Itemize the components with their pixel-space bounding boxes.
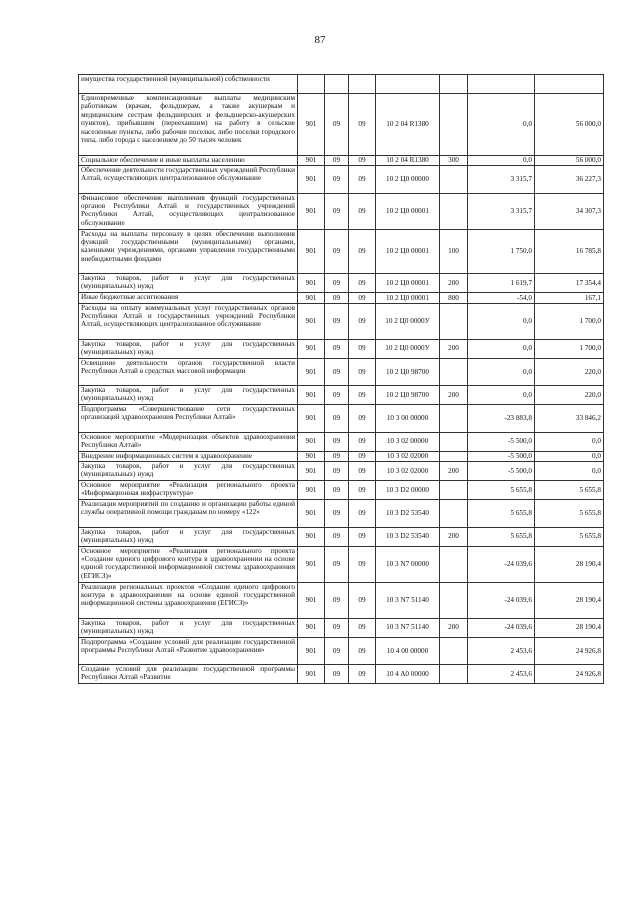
target-article-code: 10 2 Ц0 00001 bbox=[376, 274, 440, 293]
subsection-code: 09 bbox=[349, 358, 376, 386]
row-name: Финансовое обеспечение выполнения функций государственных органов Республики Алтай и государственных учреждений Республики Алтай, осуществляющих централизованное обслуживание bbox=[79, 193, 298, 229]
table-row bbox=[79, 500, 604, 528]
row-name: Иные бюджетные ассигнования bbox=[79, 293, 298, 304]
expense-type-code: 200 bbox=[440, 462, 468, 481]
row-name: Социальное обеспечение и иные выплаты населению bbox=[79, 155, 298, 166]
expense-type-code bbox=[440, 665, 468, 684]
section-code: 09 bbox=[325, 386, 349, 405]
row-name: Единовременные компенсационные выплаты медицинским работникам (врачам, фельдшерам, а также акушеркам и медицинским сестрам фельдшерских и фельдшерско-акушерских пунктов), прибывшим (переехавшим) на работу в сельские населенные пункты, либо рабочие поселки, либо поселки городского типа, либо города с населением до 50 тысяч человек bbox=[79, 94, 298, 156]
row-name: Реализация мероприятий по созданию и организации работы единой службы оперативной помощи гражданам по номеру «122» bbox=[79, 500, 298, 528]
subsection-code: 09 bbox=[349, 481, 376, 500]
table-row bbox=[79, 339, 604, 358]
section-code: 09 bbox=[325, 303, 349, 339]
subsection-code: 09 bbox=[349, 339, 376, 358]
target-article-code: 10 4 A0 00000 bbox=[376, 665, 440, 684]
admin-code: 901 bbox=[298, 546, 325, 582]
change-amount bbox=[468, 75, 535, 94]
table-row bbox=[79, 405, 604, 433]
section-code: 09 bbox=[325, 637, 349, 665]
total-amount: 1 700,0 bbox=[535, 303, 604, 339]
total-amount: 5 655,8 bbox=[535, 527, 604, 546]
subsection-code: 09 bbox=[349, 618, 376, 637]
row-name: Основное мероприятие «Реализация регионального проекта «Информационная инфраструктура» bbox=[79, 481, 298, 500]
target-article-code: 10 3 N7 51140 bbox=[376, 582, 440, 618]
target-article-code: 10 3 N7 00000 bbox=[376, 546, 440, 582]
total-amount: 34 307,3 bbox=[535, 193, 604, 229]
change-amount: 5 655,8 bbox=[468, 500, 535, 528]
table-row bbox=[79, 293, 604, 304]
change-amount: 0,0 bbox=[468, 358, 535, 386]
expense-type-code bbox=[440, 582, 468, 618]
table-row bbox=[79, 481, 604, 500]
total-amount: 28 190,4 bbox=[535, 546, 604, 582]
total-amount: 0,0 bbox=[535, 451, 604, 462]
table-row bbox=[79, 432, 604, 451]
admin-code: 901 bbox=[298, 386, 325, 405]
change-amount: -5 500,0 bbox=[468, 451, 535, 462]
admin-code: 901 bbox=[298, 481, 325, 500]
total-amount: 0,0 bbox=[535, 432, 604, 451]
total-amount: 24 926,8 bbox=[535, 637, 604, 665]
change-amount: -23 883,8 bbox=[468, 405, 535, 433]
admin-code: 901 bbox=[298, 405, 325, 433]
total-amount: 36 227,3 bbox=[535, 166, 604, 194]
table-row bbox=[79, 274, 604, 293]
admin-code: 901 bbox=[298, 432, 325, 451]
change-amount: 5 655,8 bbox=[468, 481, 535, 500]
admin-code: 901 bbox=[298, 339, 325, 358]
row-name: Обеспечение деятельности государственных учреждений Республики Алтай, осуществляющих централизованное обслуживание bbox=[79, 166, 298, 194]
subsection-code: 09 bbox=[349, 229, 376, 274]
admin-code: 901 bbox=[298, 451, 325, 462]
expense-type-code bbox=[440, 166, 468, 194]
total-amount: 5 655,8 bbox=[535, 481, 604, 500]
row-name: Закупка товаров, работ и услуг для государственных (муниципальных) нужд bbox=[79, 339, 298, 358]
admin-code: 901 bbox=[298, 618, 325, 637]
section-code: 09 bbox=[325, 432, 349, 451]
section-code bbox=[325, 75, 349, 94]
change-amount: 3 315,7 bbox=[468, 193, 535, 229]
target-article-code: 10 2 Ц0 00001 bbox=[376, 193, 440, 229]
total-amount: 24 926,8 bbox=[535, 665, 604, 684]
table-row bbox=[79, 75, 604, 94]
subsection-code: 09 bbox=[349, 432, 376, 451]
admin-code: 901 bbox=[298, 293, 325, 304]
admin-code: 901 bbox=[298, 303, 325, 339]
total-amount: 167,1 bbox=[535, 293, 604, 304]
admin-code: 901 bbox=[298, 637, 325, 665]
change-amount: 3 315,7 bbox=[468, 166, 535, 194]
row-name: Закупка товаров, работ и услуг для государственных (муниципальных) нужд bbox=[79, 386, 298, 405]
row-name: Основное мероприятие «Реализация регионального проекта «Создание единого цифрового контура в здравоохранении на основе единой государственной информационной системы здравоохранения (ЕГИСЗ)» bbox=[79, 546, 298, 582]
change-amount: 0,0 bbox=[468, 303, 535, 339]
change-amount: 1 619,7 bbox=[468, 274, 535, 293]
target-article-code: 10 2 04 R1380 bbox=[376, 155, 440, 166]
change-amount: 1 750,0 bbox=[468, 229, 535, 274]
change-amount: 0,0 bbox=[468, 339, 535, 358]
section-code: 09 bbox=[325, 546, 349, 582]
target-article-code: 10 3 N7 51140 bbox=[376, 618, 440, 637]
subsection-code: 09 bbox=[349, 582, 376, 618]
target-article-code: 10 3 02 00000 bbox=[376, 432, 440, 451]
subsection-code: 09 bbox=[349, 94, 376, 156]
subsection-code: 09 bbox=[349, 637, 376, 665]
change-amount: -5 500,0 bbox=[468, 432, 535, 451]
section-code: 09 bbox=[325, 339, 349, 358]
admin-code: 901 bbox=[298, 229, 325, 274]
section-code: 09 bbox=[325, 193, 349, 229]
target-article-code bbox=[376, 75, 440, 94]
subsection-code: 09 bbox=[349, 405, 376, 433]
change-amount: -54,0 bbox=[468, 293, 535, 304]
admin-code: 901 bbox=[298, 94, 325, 156]
expense-type-code bbox=[440, 432, 468, 451]
admin-code: 901 bbox=[298, 166, 325, 194]
row-name: Реализация региональных проектов «Создание единого цифрового контура в здравоохранении на основе единой государственной информационной системы здравоохранения (ЕГИСЗ)» bbox=[79, 582, 298, 618]
row-name: Расходы на выплаты персоналу в целях обеспечения выполнения функций государственными (муниципальными) органами, казенными учреждениями, органами управления государственными внебюджетными фондами bbox=[79, 229, 298, 274]
change-amount: -5 500,0 bbox=[468, 462, 535, 481]
total-amount: 220,0 bbox=[535, 386, 604, 405]
row-name: Освещение деятельности органов государственной власти Республики Алтай в средствах массовой информации bbox=[79, 358, 298, 386]
subsection-code: 09 bbox=[349, 166, 376, 194]
total-amount: 5 655,8 bbox=[535, 500, 604, 528]
total-amount: 56 000,0 bbox=[535, 94, 604, 156]
expense-type-code bbox=[440, 405, 468, 433]
expense-type-code: 100 bbox=[440, 229, 468, 274]
row-name: Закупка товаров, работ и услуг для государственных (муниципальных) нужд bbox=[79, 462, 298, 481]
admin-code: 901 bbox=[298, 462, 325, 481]
change-amount: 0,0 bbox=[468, 155, 535, 166]
subsection-code: 09 bbox=[349, 303, 376, 339]
subsection-code: 09 bbox=[349, 500, 376, 528]
table-row bbox=[79, 166, 604, 194]
table-row bbox=[79, 462, 604, 481]
expense-type-code: 200 bbox=[440, 339, 468, 358]
change-amount: 5 655,8 bbox=[468, 527, 535, 546]
table-row bbox=[79, 451, 604, 462]
section-code: 09 bbox=[325, 293, 349, 304]
target-article-code: 10 2 Ц0 0000У bbox=[376, 303, 440, 339]
section-code: 09 bbox=[325, 405, 349, 433]
admin-code: 901 bbox=[298, 527, 325, 546]
expense-type-code bbox=[440, 500, 468, 528]
section-code: 09 bbox=[325, 451, 349, 462]
total-amount: 28 190,4 bbox=[535, 582, 604, 618]
change-amount: 2 453,6 bbox=[468, 665, 535, 684]
table-row bbox=[79, 94, 604, 156]
target-article-code: 10 3 D2 00000 bbox=[376, 481, 440, 500]
target-article-code: 10 3 D2 53540 bbox=[376, 527, 440, 546]
target-article-code: 10 3 00 00000 bbox=[376, 405, 440, 433]
target-article-code: 10 2 Ц0 00000 bbox=[376, 166, 440, 194]
table-row bbox=[79, 618, 604, 637]
target-article-code: 10 4 00 00000 bbox=[376, 637, 440, 665]
admin-code: 901 bbox=[298, 500, 325, 528]
total-amount: 220,0 bbox=[535, 358, 604, 386]
admin-code: 901 bbox=[298, 274, 325, 293]
subsection-code: 09 bbox=[349, 155, 376, 166]
subsection-code: 09 bbox=[349, 451, 376, 462]
section-code: 09 bbox=[325, 481, 349, 500]
table-body bbox=[79, 75, 604, 684]
expense-type-code: 800 bbox=[440, 293, 468, 304]
table-row bbox=[79, 303, 604, 339]
page-number: 87 bbox=[314, 34, 326, 46]
table-row bbox=[79, 155, 604, 166]
total-amount: 33 846,2 bbox=[535, 405, 604, 433]
subsection-code: 09 bbox=[349, 527, 376, 546]
target-article-code: 10 3 D2 53540 bbox=[376, 500, 440, 528]
subsection-code: 09 bbox=[349, 386, 376, 405]
table-row bbox=[79, 582, 604, 618]
expense-type-code: 200 bbox=[440, 618, 468, 637]
row-name: Основное мероприятие «Модернизация объектов здравоохранения Республики Алтай» bbox=[79, 432, 298, 451]
table-row bbox=[79, 229, 604, 274]
row-name: Подпрограмма «Создание условий для реализации государственной программы Республики Алтай «Развитие здравоохранения» bbox=[79, 637, 298, 665]
subsection-code: 09 bbox=[349, 546, 376, 582]
row-name: Расходы на оплату коммунальных услуг государственных органов Республики Алтай и государственных учреждений Республики Алтай, осуществляющих централизованное обслуживание bbox=[79, 303, 298, 339]
target-article-code: 10 2 Ц0 98700 bbox=[376, 358, 440, 386]
change-amount: -24 039,6 bbox=[468, 582, 535, 618]
admin-code: 901 bbox=[298, 665, 325, 684]
table-row bbox=[79, 637, 604, 665]
subsection-code: 09 bbox=[349, 274, 376, 293]
target-article-code: 10 2 Ц0 00001 bbox=[376, 293, 440, 304]
section-code: 09 bbox=[325, 274, 349, 293]
target-article-code: 10 2 Ц0 98700 bbox=[376, 386, 440, 405]
section-code: 09 bbox=[325, 618, 349, 637]
table-row bbox=[79, 546, 604, 582]
section-code: 09 bbox=[325, 166, 349, 194]
expense-type-code bbox=[440, 193, 468, 229]
change-amount: 2 453,6 bbox=[468, 637, 535, 665]
subsection-code: 09 bbox=[349, 193, 376, 229]
target-article-code: 10 2 04 R1380 bbox=[376, 94, 440, 156]
change-amount: 0,0 bbox=[468, 386, 535, 405]
row-name: Создание условий для реализации государственной программы Республики Алтай «Развитие bbox=[79, 665, 298, 684]
section-code: 09 bbox=[325, 94, 349, 156]
subsection-code: 09 bbox=[349, 665, 376, 684]
section-code: 09 bbox=[325, 229, 349, 274]
total-amount: 1 700,0 bbox=[535, 339, 604, 358]
expense-type-code bbox=[440, 637, 468, 665]
section-code: 09 bbox=[325, 665, 349, 684]
expense-type-code bbox=[440, 303, 468, 339]
admin-code: 901 bbox=[298, 358, 325, 386]
expense-type-code: 200 bbox=[440, 274, 468, 293]
row-name: Закупка товаров, работ и услуг для государственных (муниципальных) нужд bbox=[79, 527, 298, 546]
admin-code bbox=[298, 75, 325, 94]
subsection-code: 09 bbox=[349, 462, 376, 481]
expense-type-code bbox=[440, 546, 468, 582]
expense-type-code: 200 bbox=[440, 386, 468, 405]
target-article-code: 10 2 Ц0 0000У bbox=[376, 339, 440, 358]
row-name: Закупка товаров, работ и услуг для государственных (муниципальных) нужд bbox=[79, 274, 298, 293]
expense-type-code: 200 bbox=[440, 527, 468, 546]
target-article-code: 10 3 02 02000 bbox=[376, 451, 440, 462]
section-code: 09 bbox=[325, 155, 349, 166]
expense-type-code bbox=[440, 94, 468, 156]
expense-type-code bbox=[440, 451, 468, 462]
table-row bbox=[79, 193, 604, 229]
expense-type-code bbox=[440, 358, 468, 386]
section-code: 09 bbox=[325, 462, 349, 481]
total-amount: 56 000,0 bbox=[535, 155, 604, 166]
admin-code: 901 bbox=[298, 155, 325, 166]
total-amount: 28 190,4 bbox=[535, 618, 604, 637]
change-amount: -24 039,6 bbox=[468, 546, 535, 582]
total-amount: 17 354,4 bbox=[535, 274, 604, 293]
row-name: Подпрограмма «Совершенствование сети государственных организаций здравоохранения Республики Алтай» bbox=[79, 405, 298, 433]
subsection-code: 09 bbox=[349, 293, 376, 304]
admin-code: 901 bbox=[298, 193, 325, 229]
table-row bbox=[79, 527, 604, 546]
target-article-code: 10 2 Ц0 00001 bbox=[376, 229, 440, 274]
row-name: Закупка товаров, работ и услуг для государственных (муниципальных) нужд bbox=[79, 618, 298, 637]
target-article-code: 10 3 02 02000 bbox=[376, 462, 440, 481]
table-row bbox=[79, 358, 604, 386]
section-code: 09 bbox=[325, 527, 349, 546]
total-amount bbox=[535, 75, 604, 94]
expense-type-code bbox=[440, 481, 468, 500]
section-code: 09 bbox=[325, 358, 349, 386]
section-code: 09 bbox=[325, 500, 349, 528]
row-name: имущества государственной (муниципальной) собственности bbox=[79, 75, 298, 94]
total-amount: 0,0 bbox=[535, 462, 604, 481]
change-amount: 0,0 bbox=[468, 94, 535, 156]
expense-type-code: 300 bbox=[440, 155, 468, 166]
admin-code: 901 bbox=[298, 582, 325, 618]
budget-table bbox=[78, 74, 604, 684]
table-row bbox=[79, 386, 604, 405]
subsection-code bbox=[349, 75, 376, 94]
section-code: 09 bbox=[325, 582, 349, 618]
total-amount: 16 785,8 bbox=[535, 229, 604, 274]
expense-type-code bbox=[440, 75, 468, 94]
table-row bbox=[79, 665, 604, 684]
row-name: Внедрение информационных систем в здравоохранение bbox=[79, 451, 298, 462]
change-amount: -24 039,6 bbox=[468, 618, 535, 637]
